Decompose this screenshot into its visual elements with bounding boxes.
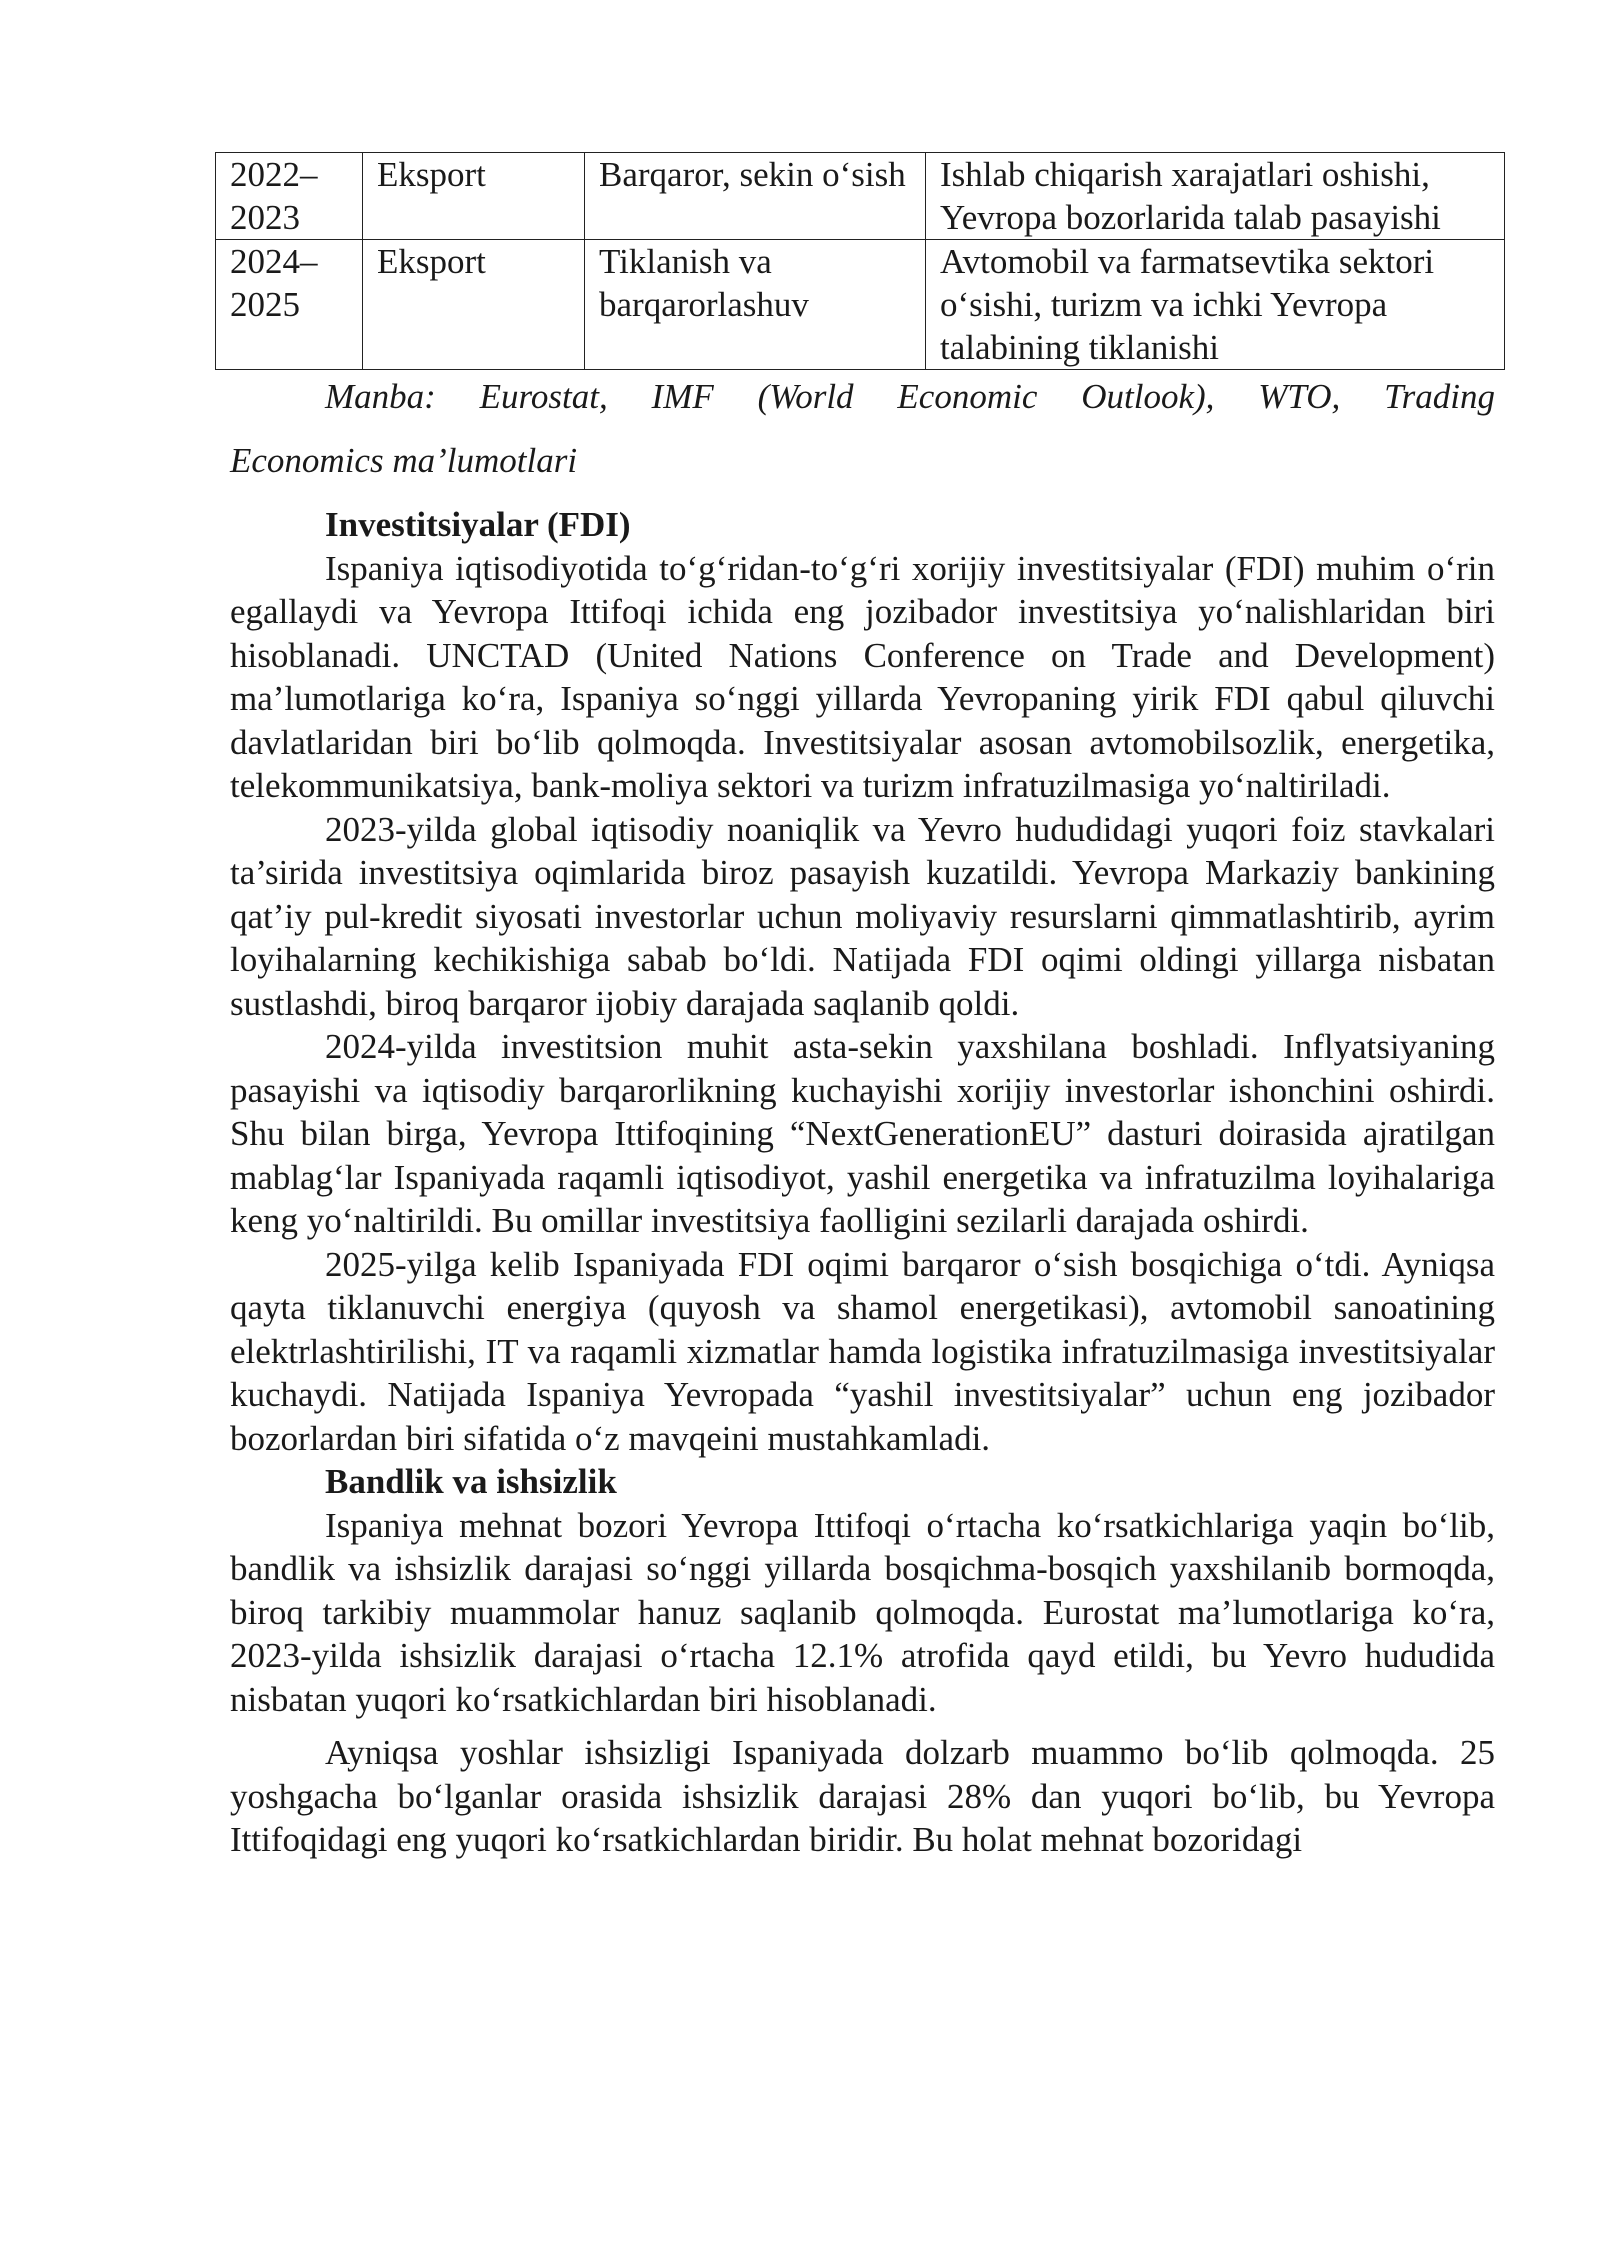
section-heading-employment: Bandlik va ishsizlik (325, 1462, 617, 1501)
table-row (216, 153, 1505, 240)
table-row (216, 240, 1505, 370)
paragraph: 2025-yilga kelib Ispaniyada FDI oqimi barqaror o‘sish bosqichiga o‘tdi. Ayniqsa qayta tiklanuvchi energiya (quyosh va shamol energetikasi), avtomobil sanoatining elektrlashtirilishi, IT va raqamli xizmatlar hamda logistika infratuzilmasiga investitsiyalar kuchaydi. Natijada Ispaniya Yevropada “yashil investitsiyalar” uchun eng jozibador bozorlardan biri sifatida o‘z mavqeini mustahkamladi. (230, 1244, 1495, 1458)
paragraph: 2024-yilda investitsion muhit asta-sekin yaxshilana boshladi. Inflyatsiyaning pasayishi va iqtisodiy barqarorlikning kuchayishi xorijiy investorlar ishonchini oshirdi. Shu bilan birga, Yevropa Ittifoqining “NextGenerationEU” dasturi doirasida ajratilgan mablag‘lar Ispaniyada raqamli iqtisodiyot, yashil energetika va infratuzilma loyihalariga keng yo‘naltirildi. Bu omillar investitsiya faolligini sezilarli darajada oshirdi. (230, 1027, 1495, 1240)
table-cell-factors: Ishlab chiqarish xarajatlari oshishi, Yevropa bozorlarida talab pasayishi (926, 153, 1505, 240)
paragraph: Ispaniya mehnat bozori Yevropa Ittifoqi o‘rtacha ko‘rsatkichlariga yaqin bo‘lib, bandlik va ishsizlik darajasi so‘nggi yillarda bosqichma-bosqich yaxshilanib bormoqda, biroq tarkibiy muammolar hanuz saqlanib qolmoqda. Eurostat ma’lumotlariga ko‘ra, 2023-yilda ishsizlik darajasi o‘rtacha 12.1% atrofida qayd etildi, bu Yevro hududida nisbatan yuqori ko‘rsatkichlardan biri hisoblanadi. (230, 1505, 1495, 1719)
table-cell-period: 2024–2025 (216, 240, 363, 370)
table-cell-trend: Tiklanish va barqarorlashuv (585, 240, 926, 370)
document-body (230, 503, 1495, 1862)
source-line-2: Economics ma’lumotlari (230, 441, 578, 480)
trade-table (215, 152, 1505, 370)
table-cell-type: Eksport (363, 153, 585, 240)
table-cell-factors: Avtomobil va farmatsevtika sektori o‘sishi, turizm va ichki Yevropa talabining tiklanishi (926, 240, 1505, 370)
paragraph: 2023-yilda global iqtisodiy noaniqlik va Yevro hududidagi yuqori foiz stavkalari ta’sirida investitsiya oqimlarida biroz pasayish kuzatildi. Yevropa Markaziy bankining qat’iy pul-kredit siyosati investorlar uchun moliyaviy resurslarni qimmatlashtirib, ayrim loyihalarning kechikishiga sabab bo‘ldi. Natijada FDI oqimi oldingi yillarga nisbatan sustlashdi, biroq barqaror ijobiy darajada saqlanib qoldi. (230, 809, 1495, 1023)
table-cell-period: 2022–2023 (216, 153, 363, 240)
table-cell-trend: Barqaror, sekin o‘sish (585, 153, 926, 240)
section-heading-fdi: Investitsiyalar (FDI) (325, 505, 631, 544)
paragraph: Ispaniya iqtisodiyotida to‘g‘ridan-to‘g‘ri xorijiy investitsiyalar (FDI) muhim o‘rin egallaydi va Yevropa Ittifoqi ichida eng jozibador investitsiya yo‘nalishlaridan biri hisoblanadi. UNCTAD (United Nations Conference on Trade and Development) ma’lumotlariga ko‘ra, Ispaniya so‘nggi yillarda Yevropaning yirik FDI qabul qiluvchi davlatlaridan biri bo‘lib qolmoqda. Investitsiyalar asosan avtomobilsozlik, energetika, telekommunikatsiya, bank-moliya sektori va turizm infratuzilmasiga yo‘naltiriladi. (230, 548, 1495, 805)
source-line-1: Manba: Eurostat, IMF (World Economic Outlook), WTO, Trading (325, 377, 1495, 416)
table-cell-type: Eksport (363, 240, 585, 370)
paragraph: Ayniqsa yoshlar ishsizligi Ispaniyada dolzarb muammo bo‘lib qolmoqda. 25 yoshgacha bo‘lganlar orasida ishsizlik darajasi 28% dan yuqori bo‘lib, bu Yevropa Ittifoqidagi eng yuqori ko‘rsatkichlardan biridir. Bu holat mehnat bozoridagi (230, 1733, 1495, 1859)
